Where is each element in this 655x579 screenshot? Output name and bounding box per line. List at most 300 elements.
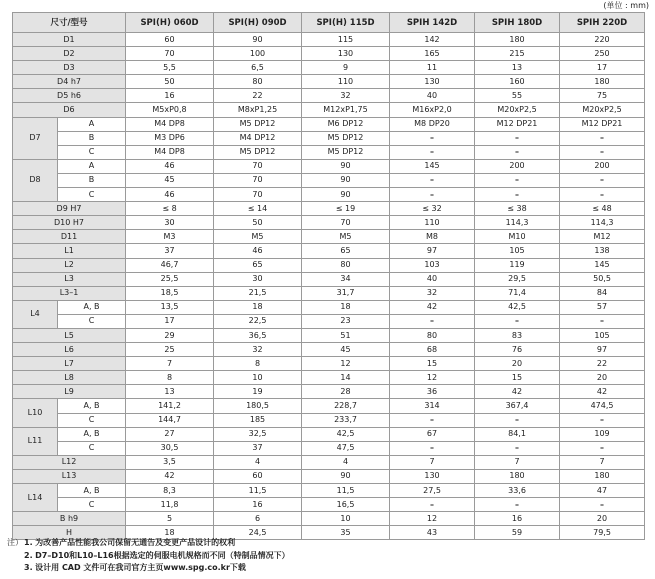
value-cell: 4	[302, 455, 390, 469]
value-cell: 18	[302, 300, 390, 314]
value-cell: –	[475, 498, 560, 512]
value-cell: 13	[475, 61, 560, 75]
spec-table-body	[13, 33, 645, 540]
value-cell: 22	[560, 357, 645, 371]
value-cell: 250	[560, 47, 645, 61]
value-cell: 70	[302, 216, 390, 230]
value-cell: 142	[390, 33, 475, 47]
dimension-group-label: D7	[13, 117, 58, 159]
value-cell: M5 DP12	[302, 145, 390, 159]
value-cell: 8	[126, 371, 214, 385]
value-cell: M20xP2,5	[475, 103, 560, 117]
value-cell: 46,7	[126, 258, 214, 272]
table-row	[13, 75, 645, 89]
header-model: SPIH 220D	[560, 13, 645, 33]
value-cell: 65	[214, 258, 302, 272]
dimension-label: L7	[13, 357, 126, 371]
value-cell: 25,5	[126, 272, 214, 286]
value-cell: –	[390, 314, 475, 328]
value-cell: –	[475, 173, 560, 187]
value-cell: 6	[214, 512, 302, 526]
value-cell: 144,7	[126, 413, 214, 427]
value-cell: 8	[214, 357, 302, 371]
value-cell: 138	[560, 244, 645, 258]
value-cell: 32	[390, 286, 475, 300]
dimension-label: B h9	[13, 512, 126, 526]
value-cell: 32	[302, 89, 390, 103]
value-cell: 119	[475, 258, 560, 272]
footnote-number: 3.	[24, 563, 33, 572]
variant-label: C	[58, 441, 126, 455]
value-cell: 367,4	[475, 399, 560, 413]
value-cell: M12 DP21	[560, 117, 645, 131]
value-cell: 110	[302, 75, 390, 89]
variant-label: A, B	[58, 399, 126, 413]
footnotes	[7, 537, 290, 575]
value-cell: 7	[475, 455, 560, 469]
value-cell: 47,5	[302, 441, 390, 455]
value-cell: 80	[214, 75, 302, 89]
table-row	[13, 61, 645, 75]
header-model: SPIH 142D	[390, 13, 475, 33]
value-cell: 11,5	[214, 484, 302, 498]
value-cell: M10	[475, 230, 560, 244]
table-row	[13, 47, 645, 61]
table-row	[13, 371, 645, 385]
dimension-group-label: L14	[13, 484, 58, 512]
value-cell: 180	[475, 469, 560, 483]
footnote-2	[7, 550, 290, 563]
value-cell: 80	[302, 258, 390, 272]
value-cell: 3,5	[126, 455, 214, 469]
value-cell: –	[560, 145, 645, 159]
value-cell: 97	[560, 343, 645, 357]
value-cell: 28	[302, 385, 390, 399]
value-cell: 90	[302, 173, 390, 187]
variant-label: A, B	[58, 427, 126, 441]
variant-label: C	[58, 413, 126, 427]
value-cell: 27,5	[390, 484, 475, 498]
value-cell: 233,7	[302, 413, 390, 427]
value-cell: M4 DP8	[126, 117, 214, 131]
value-cell: 35	[302, 526, 390, 540]
value-cell: 6,5	[214, 61, 302, 75]
variant-label: C	[58, 188, 126, 202]
table-row	[13, 469, 645, 483]
value-cell: 7	[126, 357, 214, 371]
table-row	[13, 441, 645, 455]
table-row	[13, 33, 645, 47]
value-cell: 76	[475, 343, 560, 357]
value-cell: 70	[126, 47, 214, 61]
value-cell: 59	[475, 526, 560, 540]
dimension-label: L3–1	[13, 286, 126, 300]
value-cell: 90	[302, 159, 390, 173]
table-row	[13, 131, 645, 145]
footnote-3	[7, 562, 290, 575]
footnote-text: D7–D10和L10–L16根据选定的伺服电机规格而不同（特制品情况下）	[35, 550, 290, 560]
value-cell: –	[475, 314, 560, 328]
value-cell: 70	[214, 173, 302, 187]
dimension-label: D6	[13, 103, 126, 117]
dimension-group-label: D8	[13, 159, 58, 201]
value-cell: –	[390, 441, 475, 455]
value-cell: 25	[126, 343, 214, 357]
value-cell: –	[560, 173, 645, 187]
value-cell: 11	[390, 61, 475, 75]
value-cell: 50	[126, 75, 214, 89]
value-cell: 67	[390, 427, 475, 441]
value-cell: 5,5	[126, 61, 214, 75]
value-cell: 215	[475, 47, 560, 61]
value-cell: 474,5	[560, 399, 645, 413]
variant-label: C	[58, 145, 126, 159]
value-cell: 100	[214, 47, 302, 61]
footnote-number: 1.	[24, 538, 33, 547]
value-cell: 30	[214, 272, 302, 286]
value-cell: 115	[302, 33, 390, 47]
dimension-label: L13	[13, 469, 126, 483]
footnote-text: 为改善产品性能我公司保留无通告及变更产品设计的权利	[35, 538, 236, 547]
value-cell: 19	[214, 385, 302, 399]
value-cell: 30	[126, 216, 214, 230]
value-cell: 55	[475, 89, 560, 103]
header-model: SPIH 180D	[475, 13, 560, 33]
table-row	[13, 385, 645, 399]
table-row	[13, 173, 645, 187]
dimension-group-label: L10	[13, 399, 58, 427]
value-cell: 11,8	[126, 498, 214, 512]
value-cell: 11,5	[302, 484, 390, 498]
table-row	[13, 258, 645, 272]
table-row	[13, 512, 645, 526]
value-cell: 110	[390, 216, 475, 230]
value-cell: M16xP2,0	[390, 103, 475, 117]
value-cell: 105	[475, 244, 560, 258]
value-cell: –	[560, 314, 645, 328]
value-cell: –	[560, 413, 645, 427]
value-cell: 40	[390, 272, 475, 286]
value-cell: –	[560, 131, 645, 145]
spec-table-header	[13, 13, 645, 33]
value-cell: M4 DP8	[126, 145, 214, 159]
value-cell: –	[475, 131, 560, 145]
value-cell: 60	[214, 469, 302, 483]
value-cell: 145	[390, 159, 475, 173]
value-cell: 37	[126, 244, 214, 258]
value-cell: 42	[475, 385, 560, 399]
dimension-spec-table	[12, 12, 645, 540]
value-cell: –	[560, 498, 645, 512]
value-cell: 29	[126, 328, 214, 342]
header-model: SPI(H) 090D	[214, 13, 302, 33]
value-cell: 228,7	[302, 399, 390, 413]
value-cell: 27	[126, 427, 214, 441]
dimension-label: H	[13, 526, 126, 540]
footnote-number: 2.	[24, 550, 33, 560]
value-cell: 13	[126, 385, 214, 399]
table-row	[13, 328, 645, 342]
value-cell: ≤ 32	[390, 202, 475, 216]
value-cell: M5	[302, 230, 390, 244]
value-cell: 45	[302, 343, 390, 357]
value-cell: 20	[560, 512, 645, 526]
value-cell: ≤ 19	[302, 202, 390, 216]
value-cell: ≤ 38	[475, 202, 560, 216]
dimension-label: D5 h6	[13, 89, 126, 103]
value-cell: 84	[560, 286, 645, 300]
header-row	[13, 13, 645, 33]
value-cell: –	[390, 131, 475, 145]
value-cell: M20xP2,5	[560, 103, 645, 117]
table-row	[13, 399, 645, 413]
dimension-label: L1	[13, 244, 126, 258]
header-dimension-model: 尺寸/型号	[13, 13, 126, 33]
dimension-label: D11	[13, 230, 126, 244]
value-cell: 15	[475, 371, 560, 385]
table-row	[13, 89, 645, 103]
value-cell: 180	[560, 75, 645, 89]
value-cell: 16	[475, 512, 560, 526]
value-cell: 109	[560, 427, 645, 441]
footnote-1	[7, 537, 290, 550]
value-cell: M5xP0,8	[126, 103, 214, 117]
value-cell: 18,5	[126, 286, 214, 300]
value-cell: 80	[390, 328, 475, 342]
value-cell: 42,5	[302, 427, 390, 441]
table-row	[13, 286, 645, 300]
table-row	[13, 413, 645, 427]
value-cell: 71,4	[475, 286, 560, 300]
value-cell: 46	[214, 244, 302, 258]
value-cell: 70	[214, 159, 302, 173]
dimension-label: D4 h7	[13, 75, 126, 89]
value-cell: –	[390, 188, 475, 202]
value-cell: M5 DP12	[214, 145, 302, 159]
value-cell: 18	[126, 526, 214, 540]
value-cell: 15	[390, 357, 475, 371]
value-cell: M8xP1,25	[214, 103, 302, 117]
dimension-group-label: L4	[13, 300, 58, 328]
table-row	[13, 159, 645, 173]
value-cell: ≤ 8	[126, 202, 214, 216]
unit-label: (单位 : mm)	[603, 1, 649, 10]
variant-label: C	[58, 498, 126, 512]
value-cell: –	[560, 188, 645, 202]
value-cell: 33,6	[475, 484, 560, 498]
value-cell: 12	[390, 512, 475, 526]
value-cell: 79,5	[560, 526, 645, 540]
value-cell: ≤ 14	[214, 202, 302, 216]
value-cell: 145	[560, 258, 645, 272]
variant-label: A, B	[58, 300, 126, 314]
value-cell: 21,5	[214, 286, 302, 300]
value-cell: 84,1	[475, 427, 560, 441]
value-cell: 185	[214, 413, 302, 427]
dimension-label: L2	[13, 258, 126, 272]
value-cell: 12	[302, 357, 390, 371]
table-row	[13, 300, 645, 314]
value-cell: 65	[302, 244, 390, 258]
variant-label: C	[58, 314, 126, 328]
value-cell: 45	[126, 173, 214, 187]
value-cell: 46	[126, 159, 214, 173]
dimension-group-label: L11	[13, 427, 58, 455]
value-cell: 165	[390, 47, 475, 61]
table-row	[13, 455, 645, 469]
value-cell: 37	[214, 441, 302, 455]
table-row	[13, 117, 645, 131]
value-cell: 30,5	[126, 441, 214, 455]
value-cell: –	[390, 498, 475, 512]
table-row	[13, 498, 645, 512]
value-cell: 42	[390, 300, 475, 314]
value-cell: 34	[302, 272, 390, 286]
value-cell: M12	[560, 230, 645, 244]
value-cell: 70	[214, 188, 302, 202]
value-cell: 51	[302, 328, 390, 342]
value-cell: 50,5	[560, 272, 645, 286]
dimension-label: L12	[13, 455, 126, 469]
footnote-text: 设计用 CAD 文件可在我司官方主页www.spg.co.kr下载	[35, 563, 246, 572]
value-cell: M5 DP12	[302, 131, 390, 145]
table-row	[13, 427, 645, 441]
value-cell: 24,5	[214, 526, 302, 540]
dimension-label: D2	[13, 47, 126, 61]
value-cell: M8 DP20	[390, 117, 475, 131]
value-cell: 4	[214, 455, 302, 469]
value-cell: 20	[560, 371, 645, 385]
value-cell: 57	[560, 300, 645, 314]
table-row	[13, 202, 645, 216]
value-cell: 40	[390, 89, 475, 103]
table-row	[13, 145, 645, 159]
table-row	[13, 230, 645, 244]
value-cell: 50	[214, 216, 302, 230]
value-cell: 16,5	[302, 498, 390, 512]
value-cell: 7	[560, 455, 645, 469]
header-model: SPI(H) 115D	[302, 13, 390, 33]
value-cell: M12 DP21	[475, 117, 560, 131]
value-cell: –	[475, 441, 560, 455]
value-cell: 23	[302, 314, 390, 328]
value-cell: 42	[560, 385, 645, 399]
value-cell: 220	[560, 33, 645, 47]
value-cell: –	[390, 413, 475, 427]
value-cell: 180,5	[214, 399, 302, 413]
value-cell: 130	[302, 47, 390, 61]
value-cell: 17	[126, 314, 214, 328]
value-cell: 160	[475, 75, 560, 89]
value-cell: 32,5	[214, 427, 302, 441]
value-cell: 20	[475, 357, 560, 371]
value-cell: 14	[302, 371, 390, 385]
value-cell: 200	[475, 159, 560, 173]
value-cell: 75	[560, 89, 645, 103]
value-cell: 42,5	[475, 300, 560, 314]
value-cell: 31,7	[302, 286, 390, 300]
value-cell: M3	[126, 230, 214, 244]
value-cell: 60	[126, 33, 214, 47]
value-cell: M4 DP12	[214, 131, 302, 145]
value-cell: 8,3	[126, 484, 214, 498]
variant-label: A, B	[58, 484, 126, 498]
value-cell: 105	[560, 328, 645, 342]
value-cell: 12	[390, 371, 475, 385]
variant-label: A	[58, 159, 126, 173]
table-row	[13, 484, 645, 498]
value-cell: –	[475, 188, 560, 202]
value-cell: 10	[214, 371, 302, 385]
value-cell: 5	[126, 512, 214, 526]
header-model: SPI(H) 060D	[126, 13, 214, 33]
dimension-label: D1	[13, 33, 126, 47]
table-row	[13, 314, 645, 328]
variant-label: B	[58, 173, 126, 187]
value-cell: 130	[390, 469, 475, 483]
variant-label: B	[58, 131, 126, 145]
value-cell: 43	[390, 526, 475, 540]
variant-label: A	[58, 117, 126, 131]
value-cell: 32	[214, 343, 302, 357]
value-cell: –	[475, 145, 560, 159]
value-cell: 314	[390, 399, 475, 413]
table-row	[13, 244, 645, 258]
value-cell: 18	[214, 300, 302, 314]
dimension-label: L9	[13, 385, 126, 399]
dimension-label: D10 H7	[13, 216, 126, 230]
value-cell: ≤ 48	[560, 202, 645, 216]
table-row	[13, 103, 645, 117]
value-cell: –	[390, 145, 475, 159]
value-cell: 22	[214, 89, 302, 103]
value-cell: 7	[390, 455, 475, 469]
value-cell: 17	[560, 61, 645, 75]
value-cell: M6 DP12	[302, 117, 390, 131]
value-cell: 200	[560, 159, 645, 173]
value-cell: 90	[302, 188, 390, 202]
dimension-label: D9 H7	[13, 202, 126, 216]
value-cell: 36,5	[214, 328, 302, 342]
dimension-label: L3	[13, 272, 126, 286]
value-cell: M3 DP6	[126, 131, 214, 145]
value-cell: M5	[214, 230, 302, 244]
value-cell: 90	[214, 33, 302, 47]
value-cell: 10	[302, 512, 390, 526]
dimension-label: L8	[13, 371, 126, 385]
table-row	[13, 357, 645, 371]
value-cell: M12xP1,75	[302, 103, 390, 117]
value-cell: 9	[302, 61, 390, 75]
value-cell: 22,5	[214, 314, 302, 328]
value-cell: 42	[126, 469, 214, 483]
value-cell: 180	[475, 33, 560, 47]
table-row	[13, 216, 645, 230]
table-row	[13, 343, 645, 357]
value-cell: 180	[560, 469, 645, 483]
value-cell: 36	[390, 385, 475, 399]
value-cell: 47	[560, 484, 645, 498]
table-row	[13, 272, 645, 286]
footnote-prefix: 注）	[7, 538, 23, 547]
value-cell: 13,5	[126, 300, 214, 314]
value-cell: 130	[390, 75, 475, 89]
value-cell: 90	[302, 469, 390, 483]
value-cell: 83	[475, 328, 560, 342]
value-cell: 141,2	[126, 399, 214, 413]
dimension-label: L5	[13, 328, 126, 342]
dimension-label: L6	[13, 343, 126, 357]
